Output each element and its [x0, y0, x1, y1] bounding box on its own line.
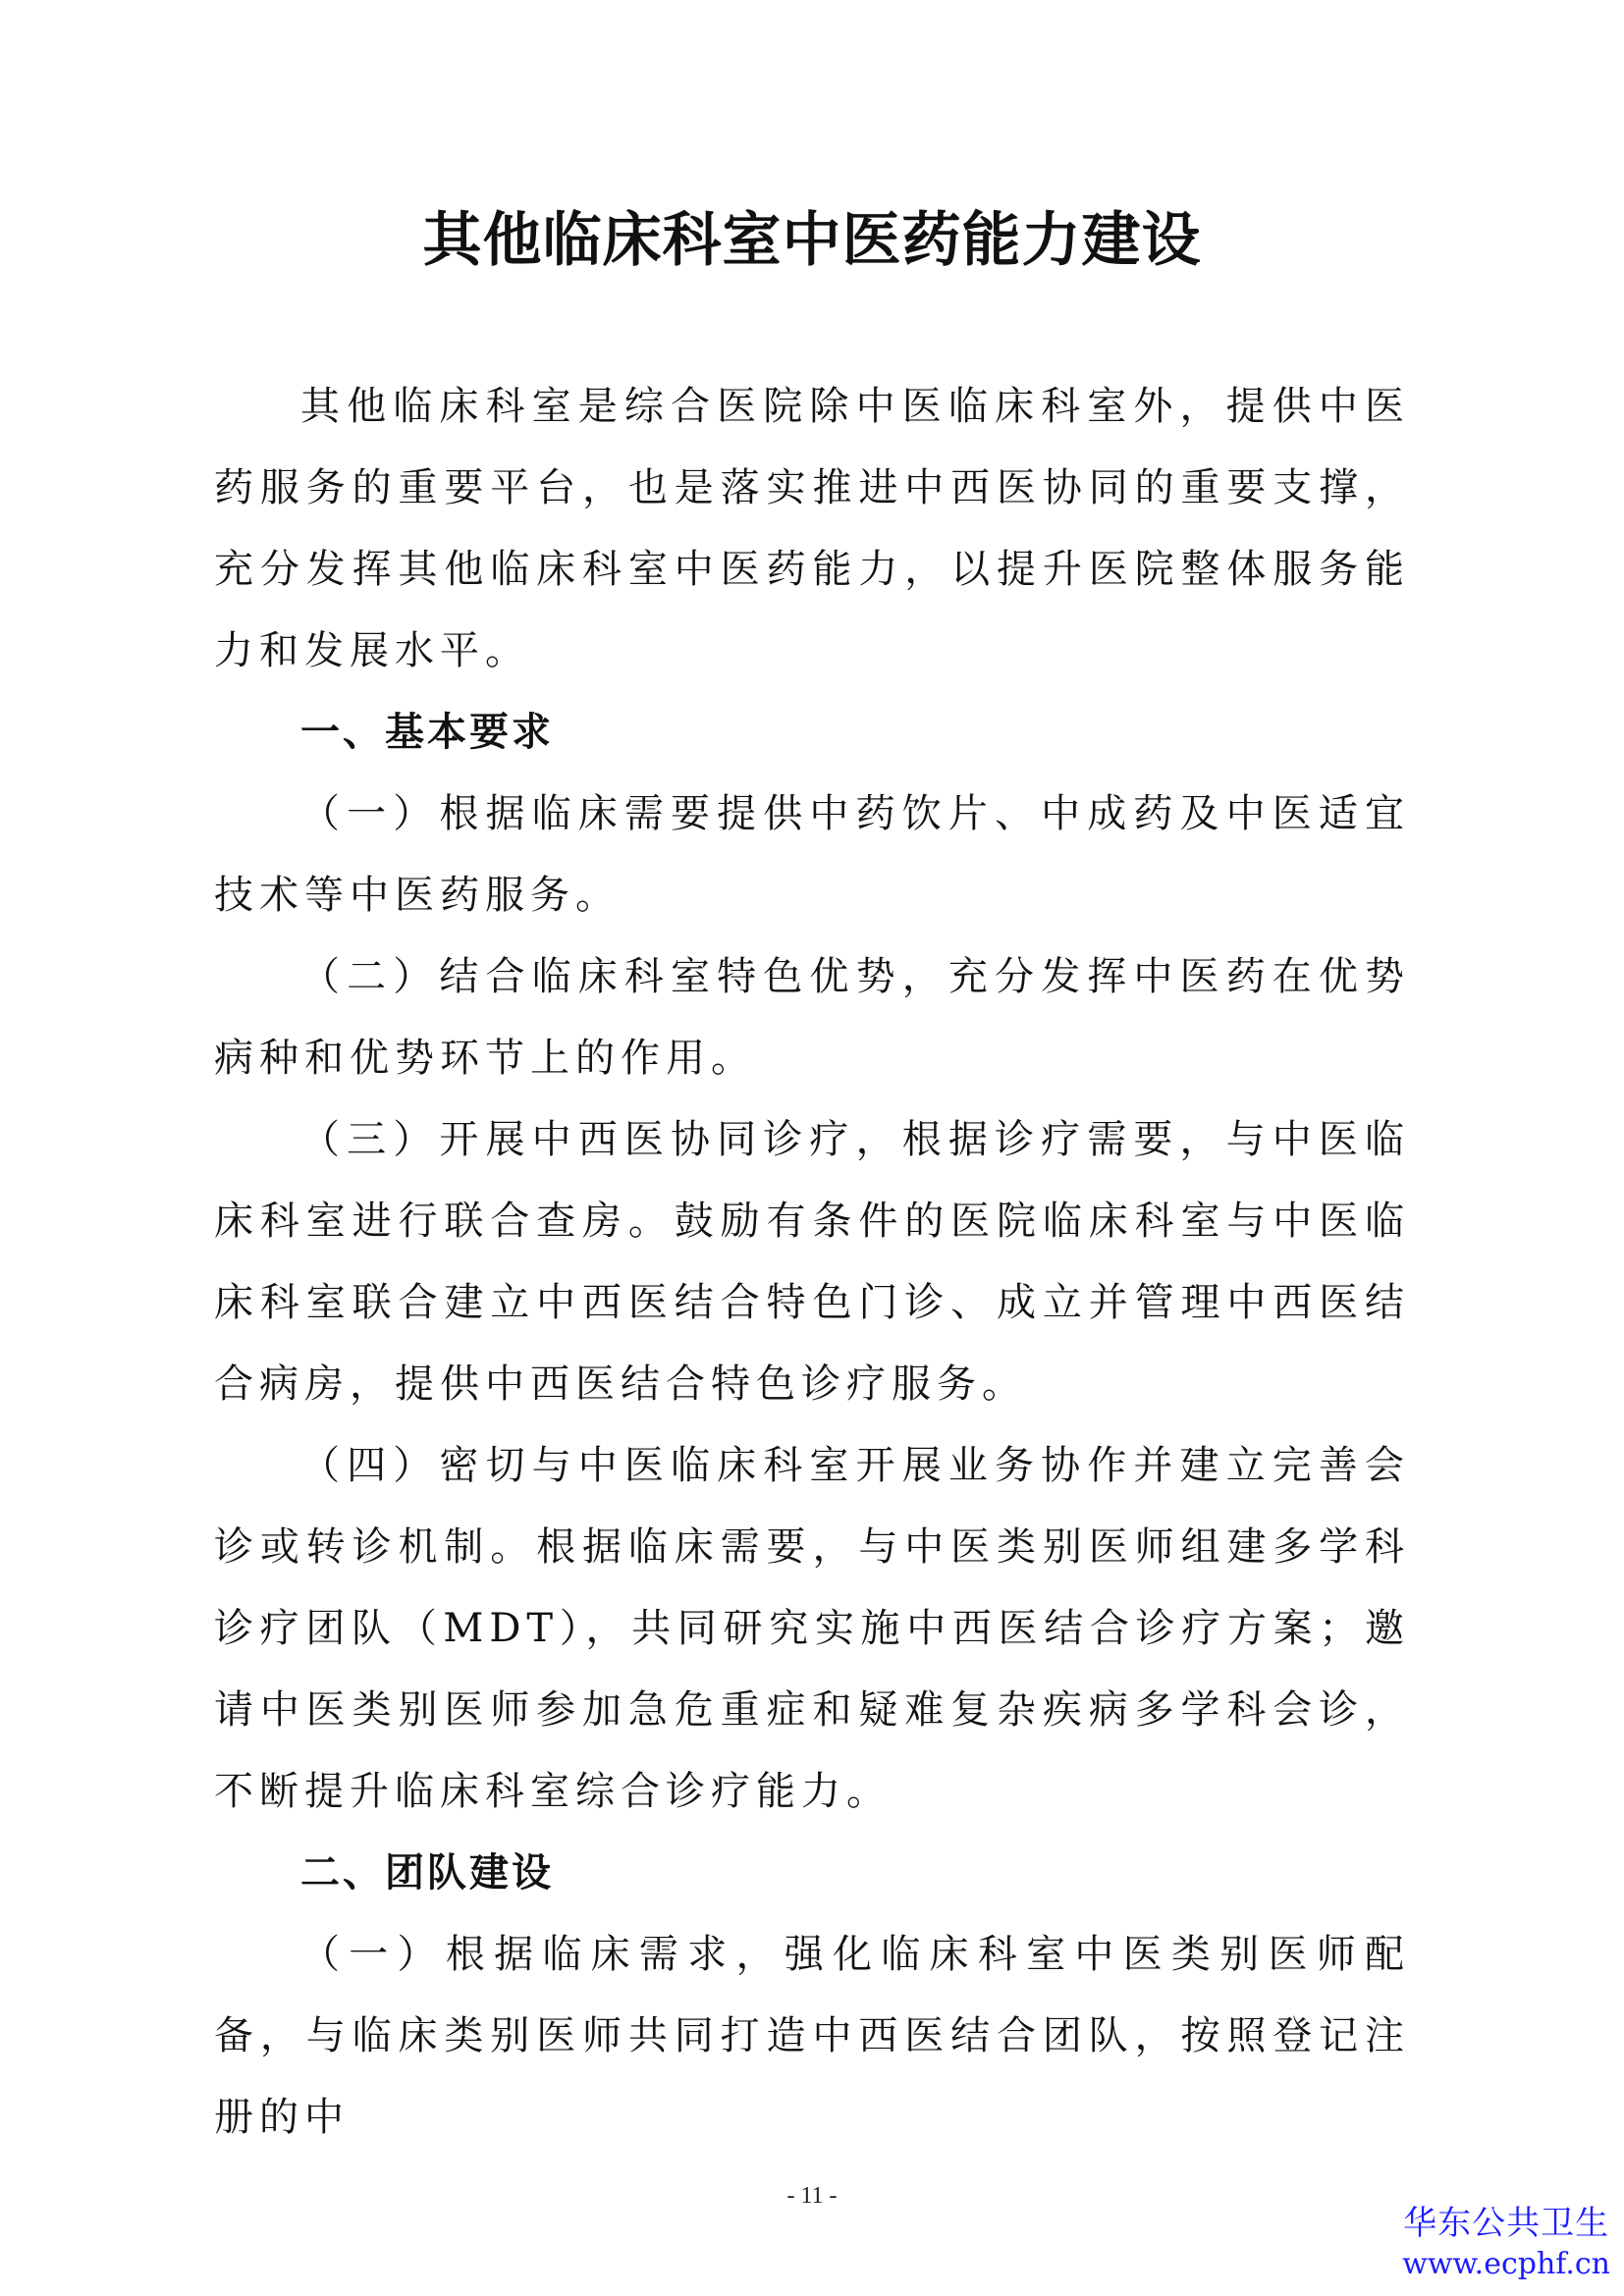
requirement-item-1: （一）根据临床需要提供中药饮片、中成药及中医适宜技术等中医药服务。 [214, 791, 1410, 918]
team-item-1: （一）根据临床需求，强化临床科室中医类别医师配备，与临床类别医师共同打造中西医结合团队，按照登记注册的中 [214, 1932, 1410, 2140]
page-number: - 11 - [786, 2183, 838, 2209]
watermark-name: 华东公共卫生 [1403, 2204, 1610, 2243]
intro-paragraph: 其他临床科室是综合医院除中医临床科室外，提供中医药服务的重要平台，也是落实推进中西医协同的重要支撑，充分发挥其他临床科室中医药能力，以提升医院整体服务能力和发展水平。 [214, 384, 1410, 673]
requirement-item-3: （三）开展中西医协同诊疗，根据诊疗需要，与中医临床科室进行联合查房。鼓励有条件的医院临床科室与中医临床科室联合建立中西医结合特色门诊、成立并管理中西医结合病房，提供中西医结合特色诊疗服务。 [214, 1117, 1410, 1407]
watermark-url[interactable]: www.ecphf.cn [1402, 2247, 1610, 2281]
watermark [1402, 2202, 1610, 2284]
requirement-item-4: （四）密切与中医临床科室开展业务协作并建立完善会诊或转诊机制。根据临床需要，与中医类别医师组建多学科诊疗团队（MDT），共同研究实施中西医结合诊疗方案；邀请中医类别医师参加急危重症和疑难复杂疾病多学科会诊，不断提升临床科室综合诊疗能力。 [214, 1443, 1410, 1814]
requirement-item-2: （二）结合临床科室特色优势，充分发挥中医药在优势病种和优势环节上的作用。 [214, 954, 1410, 1081]
section-heading-team-building: 二、团队建设 [300, 1850, 554, 1896]
document-body [214, 366, 1410, 2159]
page-title: 其他临床科室中医药能力建设 [422, 206, 1202, 275]
section-heading-basic-requirements: 一、基本要求 [300, 710, 554, 755]
